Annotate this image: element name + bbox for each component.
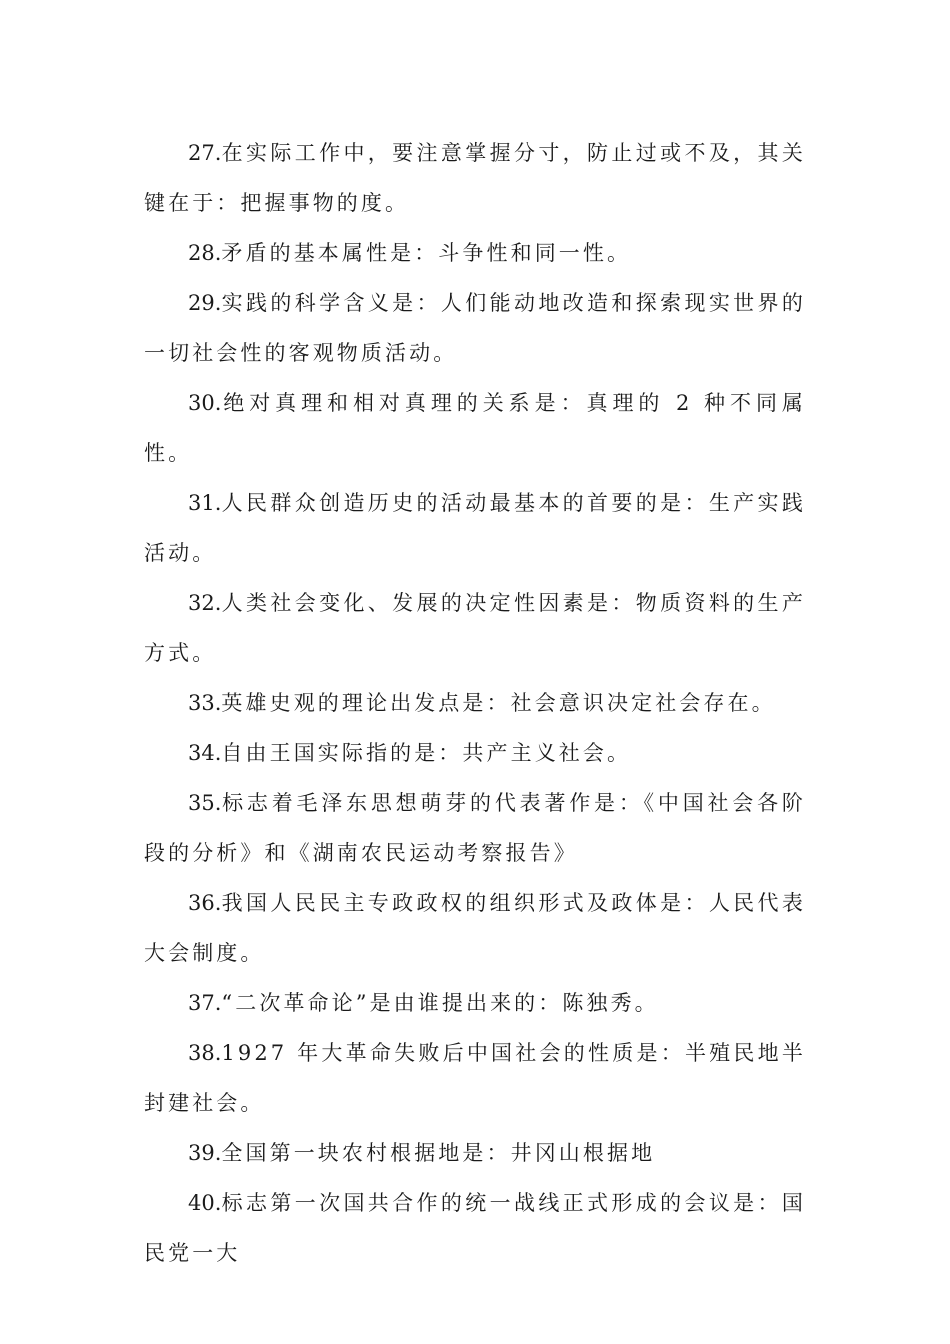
list-item [144,778,806,878]
list-item [144,728,806,778]
list-item [144,1178,806,1278]
list-item [144,678,806,728]
item-text: 1927 年大革命失败后中国社会的性质是：半殖民地半封建社会。 [144,1041,806,1115]
item-text: 标志着毛泽东思想萌芽的代表著作是：《中国社会各阶段的分析》和《湖南农民运动考察报告》 [144,791,806,865]
item-text: 矛盾的基本属性是：斗争性和同一性。 [221,241,632,265]
list-item [144,228,806,278]
item-number: 35. [188,791,222,815]
item-number: 39. [188,1141,222,1165]
item-number: 40. [188,1191,222,1215]
item-number: 29. [188,291,222,315]
item-number: 27. [188,141,222,165]
item-text: 全国第一块农村根据地是：井冈山根据地 [221,1141,656,1165]
list-item [144,978,806,1028]
item-text: 英雄史观的理论出发点是：社会意识决定社会存在。 [221,691,776,715]
list-item [144,128,806,228]
item-text: 实践的科学含义是：人们能动地改造和探索现实世界的一切社会性的客观物质活动。 [144,291,806,365]
item-text: 人类社会变化、发展的决定性因素是：物质资料的生产方式。 [144,591,806,665]
item-number: 34. [188,741,222,765]
list-item [144,878,806,978]
item-number: 38. [188,1041,222,1065]
list-item [144,1028,806,1128]
item-text: 人民群众创造历史的活动最基本的首要的是：生产实践活动。 [144,491,806,565]
item-text: 在实际工作中，要注意掌握分寸，防止过或不及，其关键在于：把握事物的度。 [144,141,806,215]
list-item [144,478,806,578]
item-number: 30. [188,391,222,415]
list-item [144,578,806,678]
item-number: 32. [188,591,222,615]
item-text: “二次革命论”是由谁提出来的：陈独秀。 [221,991,659,1015]
list-item [144,278,806,378]
item-number: 33. [188,691,222,715]
item-number: 37. [188,991,222,1015]
item-number: 36. [188,891,222,915]
item-number: 31. [188,491,222,515]
question-list [144,128,806,1278]
item-text: 标志第一次国共合作的统一战线正式形成的会议是：国民党一大 [144,1191,806,1265]
item-number: 28. [188,241,222,265]
item-text: 自由王国实际指的是：共产主义社会。 [221,741,632,765]
item-text: 绝对真理和相对真理的关系是：真理的 2 种不同属性。 [144,391,806,465]
item-text: 我国人民民主专政政权的组织形式及政体是：人民代表大会制度。 [144,891,806,965]
list-item [144,1128,806,1178]
list-item [144,378,806,478]
